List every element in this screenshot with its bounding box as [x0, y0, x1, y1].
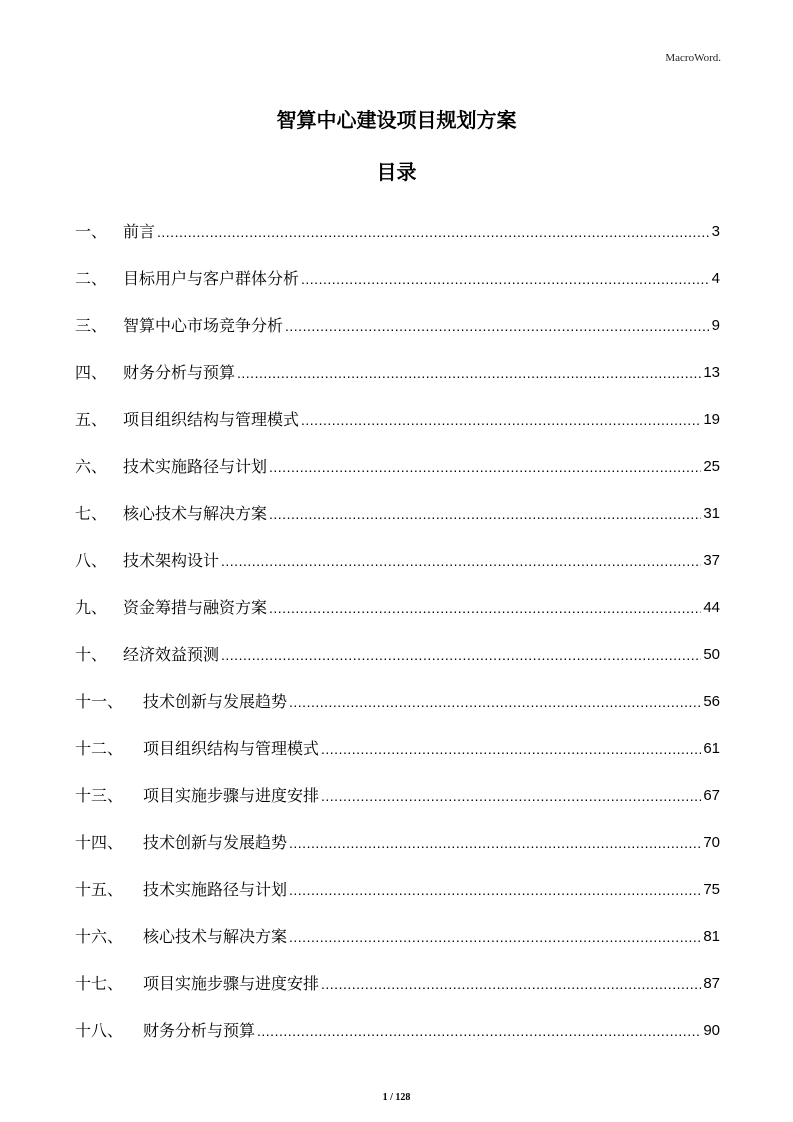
toc-entry-number: 十、 [75, 645, 108, 664]
toc-entry-label[interactable]: 技术架构设计 [123, 551, 220, 570]
toc-entry-page-number[interactable]: 70 [703, 834, 720, 851]
toc-entry[interactable] [75, 577, 720, 624]
toc-entry-number: 十四、 [75, 833, 124, 852]
toc-entry-number: 十五、 [75, 880, 124, 899]
toc-dot-leader [289, 874, 701, 906]
toc-entry[interactable] [75, 906, 720, 953]
toc-entry-number: 七、 [75, 504, 108, 523]
toc-entry-label[interactable]: 技术实施路径与计划 [143, 880, 288, 899]
toc-dot-leader [321, 968, 701, 1000]
toc-entry[interactable] [75, 483, 720, 530]
toc-entry[interactable] [75, 1000, 720, 1047]
toc-entry-label[interactable]: 智算中心市场竞争分析 [123, 316, 284, 335]
toc-entry-label[interactable]: 技术实施路径与计划 [123, 457, 268, 476]
toc-dot-leader [301, 404, 701, 436]
toc-entry[interactable] [75, 624, 720, 671]
toc-entry-label[interactable]: 前言 [123, 222, 156, 241]
toc-entry-page-number[interactable]: 50 [703, 646, 720, 663]
toc-entry[interactable] [75, 295, 720, 342]
toc-entry-page-number[interactable]: 25 [703, 458, 720, 475]
toc-entry[interactable] [75, 389, 720, 436]
toc-entry-page-number[interactable]: 90 [703, 1022, 720, 1039]
toc-entry-number: 六、 [75, 457, 108, 476]
toc-entry-page-number[interactable]: 67 [703, 787, 720, 804]
toc-entry-label[interactable]: 目标用户与客户群体分析 [123, 269, 300, 288]
table-of-contents [75, 201, 720, 1047]
toc-entry[interactable] [75, 342, 720, 389]
toc-entry-page-number[interactable]: 61 [703, 740, 720, 757]
toc-entry-page-number[interactable]: 9 [711, 317, 720, 334]
toc-entry-number: 八、 [75, 551, 108, 570]
toc-entry-label[interactable]: 技术创新与发展趋势 [143, 692, 288, 711]
toc-entry-page-number[interactable]: 81 [703, 928, 720, 945]
toc-dot-leader [269, 451, 701, 483]
toc-dot-leader [289, 686, 701, 718]
toc-dot-leader [285, 310, 710, 342]
toc-entry-number: 十一、 [75, 692, 124, 711]
toc-entry-page-number[interactable]: 75 [703, 881, 720, 898]
toc-entry-page-number[interactable]: 31 [703, 505, 720, 522]
toc-heading: 目录 [376, 160, 417, 184]
toc-entry-page-number[interactable]: 56 [703, 693, 720, 710]
toc-entry[interactable] [75, 436, 720, 483]
toc-entry-label[interactable]: 技术创新与发展趋势 [143, 833, 288, 852]
toc-dot-leader [237, 357, 701, 389]
toc-entry-number: 十二、 [75, 739, 124, 758]
toc-dot-leader [221, 545, 701, 577]
document-title: 智算中心建设项目规划方案 [276, 108, 517, 132]
toc-entry[interactable] [75, 953, 720, 1000]
toc-entry-number: 五、 [75, 410, 108, 429]
toc-dot-leader [257, 1015, 701, 1047]
toc-entry-number: 十八、 [75, 1021, 124, 1040]
toc-dot-leader [321, 780, 701, 812]
toc-entry-page-number[interactable]: 4 [711, 270, 720, 287]
toc-entry-number: 二、 [75, 269, 108, 288]
toc-entry-label[interactable]: 核心技术与解决方案 [143, 927, 288, 946]
toc-entry[interactable] [75, 812, 720, 859]
page-header: MacroWord. [665, 52, 721, 64]
toc-entry[interactable] [75, 765, 720, 812]
toc-dot-leader [221, 639, 701, 671]
toc-entry-number: 三、 [75, 316, 108, 335]
toc-entry-page-number[interactable]: 19 [703, 411, 720, 428]
toc-entry-number: 十七、 [75, 974, 124, 993]
page-number-footer: 1 / 128 [382, 1092, 411, 1103]
toc-entry-number: 九、 [75, 598, 108, 617]
toc-entry-label[interactable]: 项目组织结构与管理模式 [123, 410, 300, 429]
toc-entry[interactable] [75, 718, 720, 765]
toc-entry[interactable] [75, 859, 720, 906]
toc-dot-leader [321, 733, 701, 765]
toc-entry-label[interactable]: 资金筹措与融资方案 [123, 598, 268, 617]
toc-entry[interactable] [75, 530, 720, 577]
toc-dot-leader [301, 263, 710, 295]
toc-entry-page-number[interactable]: 13 [703, 364, 720, 381]
toc-entry-label[interactable]: 项目组织结构与管理模式 [143, 739, 320, 758]
toc-entry-label[interactable]: 财务分析与预算 [143, 1021, 256, 1040]
toc-entry-label[interactable]: 项目实施步骤与进度安排 [143, 786, 320, 805]
toc-entry-label[interactable]: 财务分析与预算 [123, 363, 236, 382]
toc-entry-page-number[interactable]: 44 [703, 599, 720, 616]
toc-dot-leader [289, 921, 701, 953]
toc-dot-leader [269, 592, 701, 624]
toc-entry-label[interactable]: 经济效益预测 [123, 645, 220, 664]
toc-entry-page-number[interactable]: 37 [703, 552, 720, 569]
toc-entry-number: 一、 [75, 222, 108, 241]
toc-dot-leader [289, 827, 701, 859]
toc-entry-label[interactable]: 项目实施步骤与进度安排 [143, 974, 320, 993]
toc-entry[interactable] [75, 201, 720, 248]
toc-entry-page-number[interactable]: 3 [711, 223, 720, 240]
toc-entry-number: 十六、 [75, 927, 124, 946]
toc-entry-number: 四、 [75, 363, 108, 382]
toc-entry-number: 十三、 [75, 786, 124, 805]
toc-entry[interactable] [75, 248, 720, 295]
toc-entry[interactable] [75, 671, 720, 718]
toc-dot-leader [269, 498, 701, 530]
toc-entry-label[interactable]: 核心技术与解决方案 [123, 504, 268, 523]
toc-entry-page-number[interactable]: 87 [703, 975, 720, 992]
toc-dot-leader [157, 216, 710, 248]
